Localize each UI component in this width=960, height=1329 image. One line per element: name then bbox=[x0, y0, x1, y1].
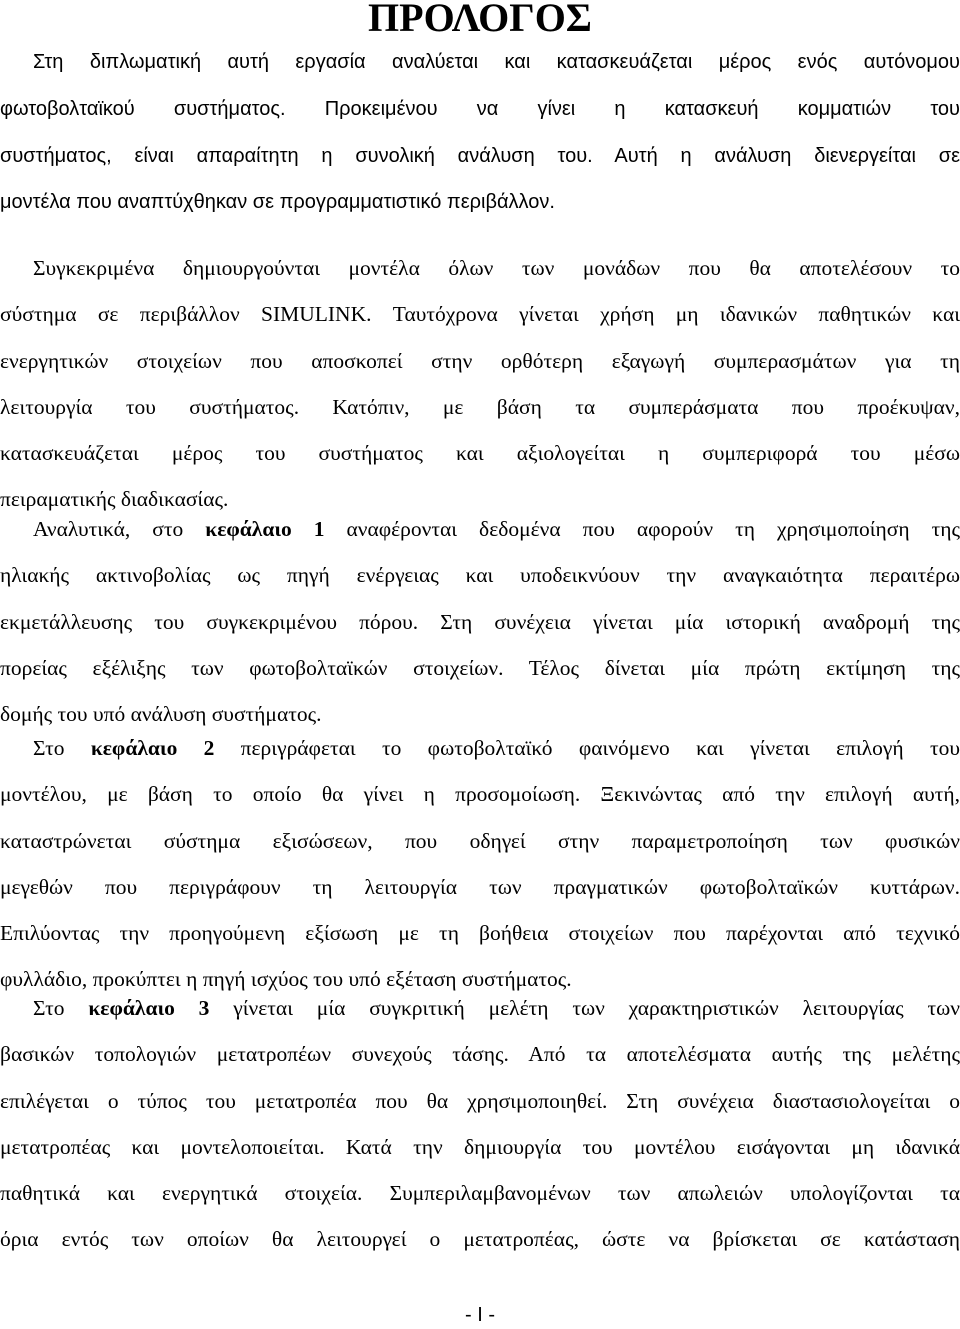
text-run: Αναλυτικά, στο bbox=[33, 517, 206, 541]
text-line: φυλλάδιο, προκύπτει η πηγή ισχύος του υπό εξέταση συστήματος. bbox=[0, 967, 572, 992]
text-line: πειραματικής διαδικασίας. bbox=[0, 487, 229, 512]
chapter-reference: κεφάλαιο 3 bbox=[88, 996, 210, 1020]
text-line: μεγεθών που περιγράφουν τη λειτουργία των πραγματικών φωτοβολταϊκών κυττάρων. bbox=[0, 874, 960, 899]
text-run: γίνεται μία συγκριτική μελέτη των χαρακτηριστικών λειτουργίας των bbox=[209, 996, 960, 1020]
text-line bbox=[0, 985, 960, 1031]
text-line: βασικών τοπολογιών μετατροπέων συνεχούς τάσης. Από τα αποτελέσματα αυτής της μελέτης bbox=[0, 1042, 960, 1067]
text-line: πορείας εξέλιξης των φωτοβολταϊκών στοιχείων. Τέλος δίνεται μία πρώτη εκτίμηση της bbox=[0, 655, 960, 680]
text-line: καταστρώνεται σύστημα εξισώσεων, που οδηγεί στην παραμετροποίηση των φυσικών bbox=[0, 828, 960, 853]
text-line: Στη διπλωματική αυτή εργασία αναλύεται και κατασκευάζεται μέρος ενός αυτόνομου bbox=[33, 51, 960, 73]
paragraph-chapter-3 bbox=[0, 985, 960, 1263]
chapter-reference: κεφάλαιο 1 bbox=[205, 517, 325, 541]
text-line: επιλέγεται ο τύπος του μετατροπέα που θα χρησιμοποιηθεί. Στη συνέχεια διαστασιολογείται ο bbox=[0, 1088, 960, 1113]
text-line bbox=[0, 506, 960, 552]
text-line: φωτοβολταϊκού συστήματος. Προκειμένου να γίνει η κατασκευή κομματιών του bbox=[0, 97, 960, 120]
text-line: μοντέλου, με βάση το οποίο θα γίνει η προσομοίωση. Ξεκινώντας από την επιλογή αυτή, bbox=[0, 782, 960, 807]
text-run: περιγράφεται το φωτοβολταϊκό φαινόμενο και γίνεται επιλογή του bbox=[214, 736, 960, 760]
text-line: λειτουργία του συστήματος. Κατόπιν, με βάση τα συμπεράσματα που προέκυψαν, bbox=[0, 394, 960, 419]
text-line: Επιλύοντας την προηγούμενη εξίσωση με τη βοήθεια στοιχείων που παρέχονται από τεχνικό bbox=[0, 921, 960, 946]
chapter-reference: κεφάλαιο 2 bbox=[90, 736, 215, 760]
text-line: Συγκεκριμένα δημιουργούνται μοντέλα όλων των μονάδων που θα αποτελέσουν το bbox=[33, 256, 960, 280]
text-line: εκμετάλλευσης του συγκεκριμένου πόρου. Στη συνέχεια γίνεται μία ιστορική αναδρομή της bbox=[0, 609, 960, 634]
text-line: παθητικά και ενεργητικά στοιχεία. Συμπεριλαμβανομένων των απωλειών υπολογίζονται τα bbox=[0, 1181, 960, 1206]
text-line: ηλιακής ακτινοβολίας ως πηγή ενέργειας και υποδεικνύουν την αναγκαιότητα περαιτέρω bbox=[0, 563, 960, 588]
text-line: κατασκευάζεται μέρος του συστήματος και αξιολογείται η συμπεριφορά του μέσω bbox=[0, 441, 960, 466]
paragraph-simulink bbox=[0, 245, 960, 523]
text-line: δομής του υπό ανάλυση συστήματος. bbox=[0, 702, 322, 727]
page-number: - I - bbox=[465, 1304, 495, 1326]
text-run: αναφέρονται δεδομένα που αφορούν τη χρησιμοποίηση της bbox=[324, 517, 960, 541]
page-title: ΠΡΟΛΟΓΟΣ bbox=[368, 0, 592, 40]
text-run: Στο bbox=[33, 736, 91, 760]
text-line: ενεργητικών στοιχείων που αποσκοπεί στην ορθότερη εξαγωγή συμπερασμάτων για τη bbox=[0, 348, 960, 373]
text-line: όρια εντός των οποίων θα λειτουργεί ο μετατροπέας, ώστε να βρίσκεται σε κατάσταση bbox=[0, 1227, 960, 1252]
paragraph-intro bbox=[0, 39, 960, 226]
paragraph-chapter-1 bbox=[0, 506, 960, 737]
text-line: σύστημα σε περιβάλλον SIMULINK. Ταυτόχρονα γίνεται χρήση μη ιδανικών παθητικών και bbox=[0, 302, 960, 327]
text-line: μοντέλα που αναπτύχθηκαν σε προγραμματιστικό περιβάλλον. bbox=[0, 191, 555, 214]
text-line bbox=[0, 725, 960, 771]
text-line: μετατροπέας και μοντελοποιείται. Κατά την δημιουργία του μοντέλου εισάγονται μη ιδανικά bbox=[0, 1134, 960, 1159]
paragraph-chapter-2 bbox=[0, 725, 960, 1003]
text-line: συστήματος, είναι απαραίτητη η συνολική ανάλυση του. Αυτή η ανάλυση διενεργείται σε bbox=[0, 144, 960, 167]
text-run: Στο bbox=[33, 996, 89, 1020]
